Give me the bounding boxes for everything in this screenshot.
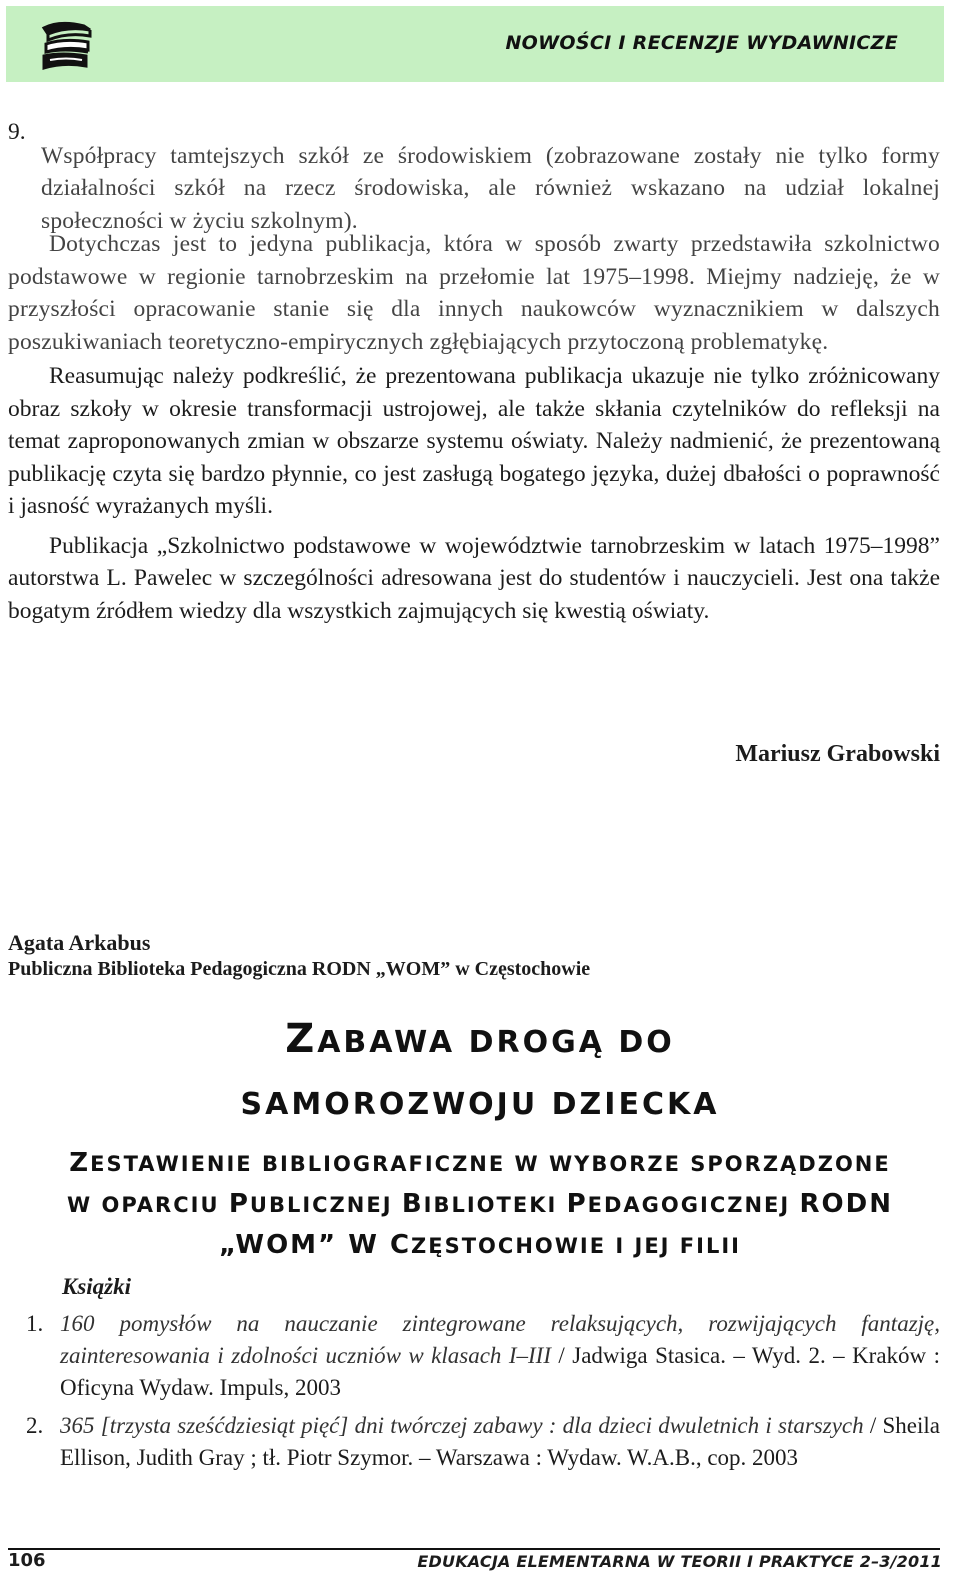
subtitle-text: IBLIOTEKI — [423, 1193, 567, 1217]
footer-divider — [8, 1548, 940, 1550]
subtitle-cap: P — [566, 1189, 588, 1219]
article-affiliation: Publiczna Biblioteka Pedagogiczna RODN „WOM” w Częstochowie — [8, 958, 591, 980]
bib-details: / Jadwiga Stasica. – Wyd. 2. – Kraków : Oficyna Wydaw. Impuls, 2003 — [60, 1343, 940, 1400]
running-header-title: NOWOŚCI I RECENZJE WYDAWNICZE — [505, 32, 898, 54]
paragraph: Publikacja „Szkolnictwo podstawowe w województwie tarnobrzeskim w latach 1975–1998” autorstwa L. Pawelec w szczególności adresowana jest do studentów i nauczycieli. Jest ona także bogatym źródłem wiedzy dla wszystkich zajmujących się kwestią oświaty. — [8, 532, 940, 624]
list-number: 1. — [26, 1311, 44, 1336]
subtitle-cap: Z — [69, 1148, 91, 1178]
subtitle-text: RODN — [799, 1189, 893, 1219]
bib-title: 365 [trzysta sześćdziesiąt pięć] dni twórczej zabawy : dla dzieci dwuletnich i starszych — [60, 1413, 864, 1438]
section-heading: Książki — [62, 1274, 132, 1299]
paragraph: Dotychczas jest to jedyna publikacja, która w sposób zwarty przedstawiła szkolnictwo podstawowe w regionie tarnobrzeskim na przełomie lat 1975–1998. Miejmy nadzieję, że w przyszłości opracowanie stanie się dla innych naukowców wyznacznikiem w dalszych poszukiwaniach teoretyczno-empirycznych zgłębiających przytoczoną problematykę. — [8, 231, 940, 355]
books-stack-icon — [40, 16, 94, 79]
page-header — [6, 6, 944, 82]
paragraph: Reasumując należy podkreślić, że prezentowana publikacja ukazuje nie tylko zróżnicowany obraz szkoły w okresie transformacji ustrojowej, ale także skłania czytelników do refleksji na temat zaproponowanych zmian w obszarze systemu oświaty. Należy nadmienić, że prezentowaną publikację czyta się bardzo płynnie, co jest zasługą bogatego języka, dużej dbałości o poprawność i jasność wyrażanych myśli. — [8, 363, 940, 519]
subtitle-cap: B — [401, 1189, 424, 1219]
article-subtitle — [0, 1143, 960, 1266]
title-cap: Z — [285, 1016, 318, 1062]
title-line-1: ABAWA DROGĄ DO — [317, 1025, 675, 1060]
subtitle-text: ZĘSTOCHOWIE I JEJ FILII — [411, 1234, 741, 1258]
list-item — [8, 1308, 940, 1404]
list-number: 9. — [8, 119, 26, 145]
subtitle-text: UBLICZNEJ — [249, 1193, 402, 1217]
subtitle-text: „WOM” W — [219, 1230, 390, 1260]
running-footer-title: EDUKACJA ELEMENTARNA W TEORII I PRAKTYCE 2–3/2011 — [417, 1552, 942, 1571]
article-author: Agata Arkabus — [8, 930, 151, 955]
subtitle-line-1: ESTAWIENIE BIBLIOGRAFICZNE W WYBORZE SPORZĄDZONE — [90, 1152, 891, 1176]
list-number: 2. — [26, 1413, 44, 1438]
list-item — [8, 1410, 940, 1474]
article-title — [0, 1008, 960, 1136]
subtitle-cap: P — [228, 1189, 250, 1219]
page-number: 106 — [8, 1550, 46, 1571]
subtitle-text: W OPARCIU — [67, 1193, 229, 1217]
subtitle-text: EDAGOGICZNEJ — [587, 1193, 800, 1217]
bibliography-list — [8, 1308, 940, 1480]
title-line-2: SAMOROZWOJU DZIECKA — [240, 1087, 720, 1122]
list-item-text: Współpracy tamtejszych szkół ze środowiskiem (zobrazowane zostały nie tylko formy działalności szkół na rzecz środowiska, ale również wskazano na udział lokalnej społeczności w życiu szkolnym). — [41, 142, 940, 234]
bib-title: 160 pomysłów na nauczanie zintegrowane relaksujących, rozwijających fantazję, zainteresowania i zdolności uczniów w klasach I–III — [60, 1311, 940, 1368]
bib-details: / Sheila Ellison, Judith Gray ; tł. Piotr Szymor. – Warszawa : Wydaw. W.A.B., cop. 2003 — [60, 1413, 940, 1470]
review-signature: Mariusz Grabowski — [735, 741, 940, 767]
subtitle-cap: C — [389, 1230, 412, 1260]
review-body — [8, 228, 940, 627]
